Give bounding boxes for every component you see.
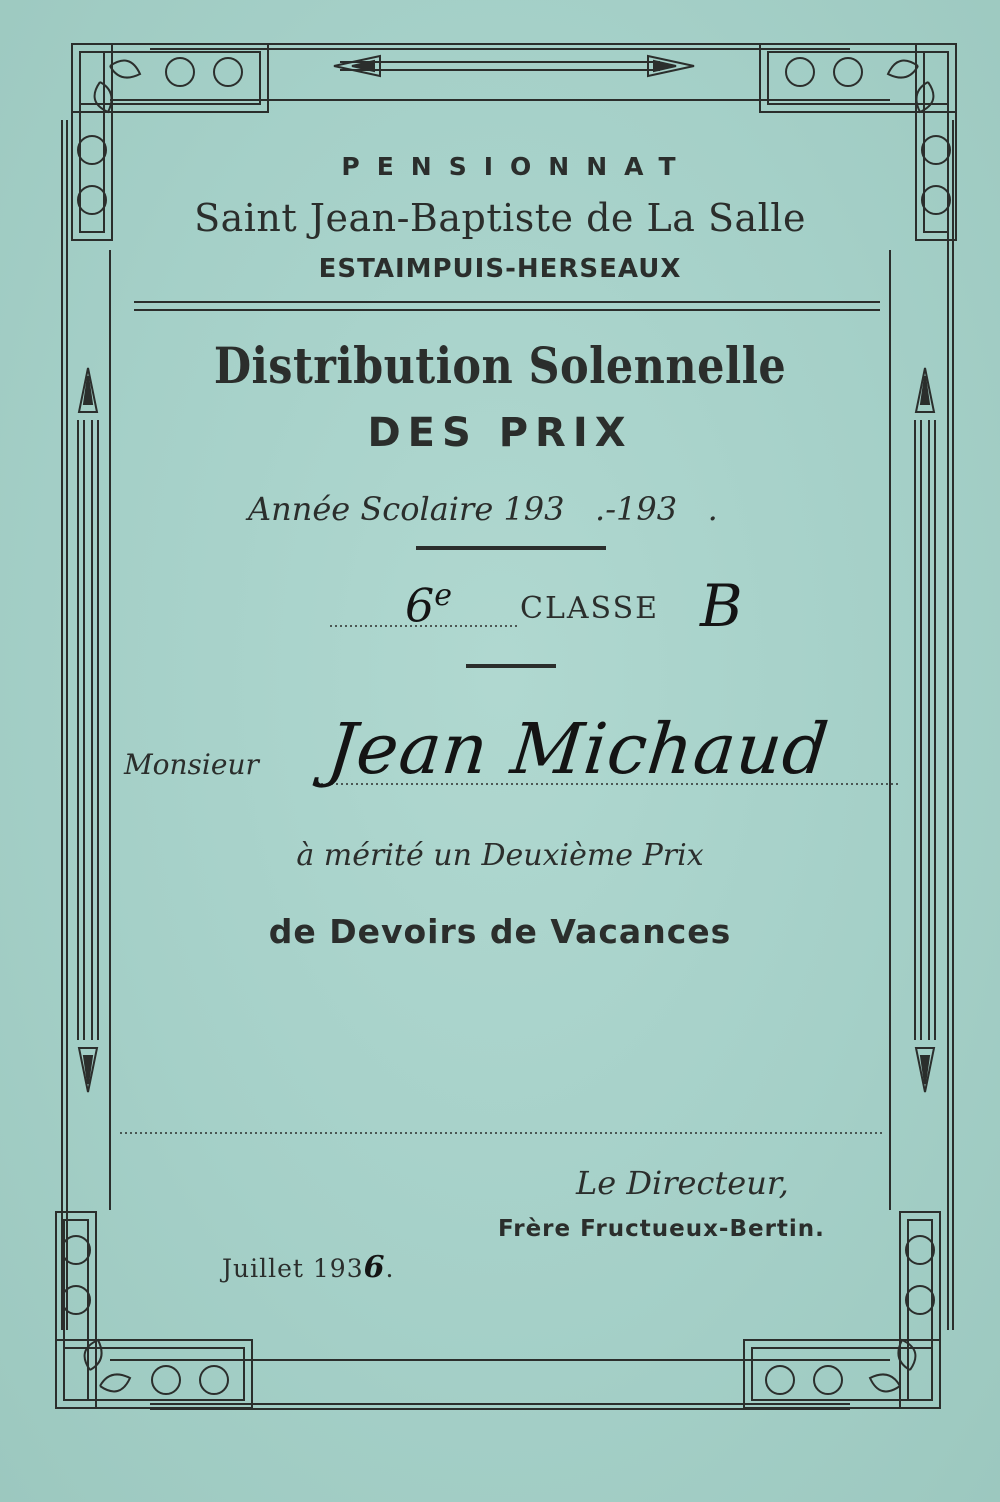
director-title: Le Directeur, <box>576 1164 789 1202</box>
certificate-title: Distribution Solennelle <box>213 336 787 395</box>
class-number-superscript: e <box>434 578 453 613</box>
school-year-trailing: . <box>707 490 718 528</box>
date-printed: Juillet 193 <box>222 1254 364 1283</box>
left-side-ornament <box>78 368 98 1092</box>
school-year <box>248 490 718 528</box>
school-town: ESTAIMPUIS-HERSEAUX <box>318 254 682 284</box>
class-number <box>405 578 452 632</box>
school-year-end: 193 <box>616 490 678 528</box>
certificate-subtitle: DES PRIX <box>367 410 633 456</box>
top-arrow-ornament <box>334 56 694 76</box>
award-text: à mérité un Deuxième Prix <box>296 838 704 873</box>
director-name: Frère Fructueux-Bertin. <box>498 1216 825 1242</box>
class-number-digit: 6 <box>405 578 435 633</box>
date-trailing: . <box>385 1254 395 1283</box>
school-year-start: 193 <box>503 490 565 528</box>
school-name: Saint Jean-Baptiste de La Salle <box>194 196 806 240</box>
certificate-date <box>222 1250 394 1285</box>
corner-ornament-bottom-left <box>56 1212 252 1408</box>
school-year-separator: .- <box>595 490 617 528</box>
award-subject: de Devoirs de Vacances <box>268 912 732 951</box>
institution-label: PENSIONNAT <box>341 152 693 181</box>
recipient-name: Jean Michaud <box>323 708 833 790</box>
school-year-label: Année Scolaire <box>248 490 494 528</box>
class-word: CLASSE <box>520 591 660 626</box>
recipient-salutation: Monsieur <box>124 748 259 781</box>
right-side-ornament <box>915 368 935 1092</box>
date-handwritten-digit: 6 <box>363 1250 386 1285</box>
class-letter: B <box>700 572 743 640</box>
